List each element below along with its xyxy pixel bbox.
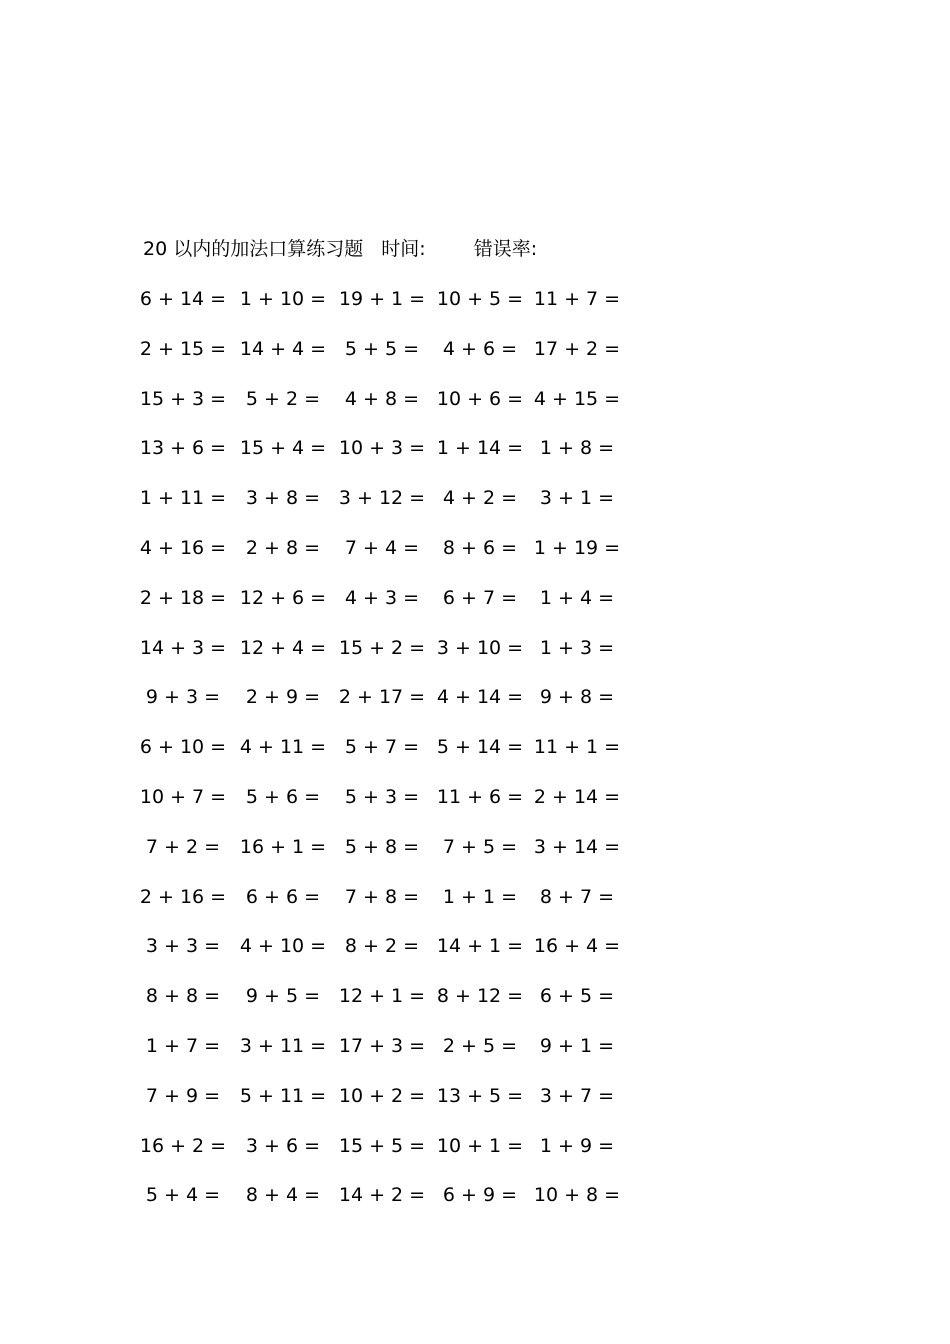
addition-problem: 5 + 3 = [344, 786, 420, 808]
problem-row [0, 782, 950, 812]
addition-problem: 3 + 10 = [436, 636, 524, 659]
addition-problem: 1 + 3 = [539, 636, 615, 659]
addition-problem: 9 + 3 = [145, 686, 221, 709]
problem-row [0, 1180, 950, 1210]
addition-problem: 1 + 7 = [145, 1035, 221, 1057]
problem-row [0, 732, 950, 762]
addition-problem: 3 + 7 = [539, 1084, 615, 1107]
addition-problem: 8 + 12 = [436, 985, 524, 1008]
addition-problem: 14 + 2 = [338, 1184, 426, 1207]
addition-problem: 3 + 1 = [539, 487, 615, 510]
addition-problem: 16 + 4 = [533, 935, 621, 958]
addition-problem: 12 + 4 = [239, 636, 327, 659]
addition-problem: 13 + 6 = [139, 437, 227, 460]
addition-problem: 4 + 2 = [442, 487, 518, 510]
addition-problem: 3 + 12 = [338, 487, 426, 510]
addition-problem: 5 + 8 = [344, 835, 420, 858]
addition-problem: 19 + 1 = [338, 288, 426, 310]
addition-problem: 12 + 1 = [338, 985, 426, 1008]
addition-problem: 8 + 6 = [442, 537, 518, 559]
addition-problem: 6 + 10 = [139, 736, 227, 759]
addition-problem: 11 + 1 = [533, 736, 621, 759]
addition-problem: 15 + 2 = [338, 636, 426, 659]
addition-problem: 1 + 1 = [442, 885, 518, 908]
addition-problem: 3 + 8 = [245, 487, 321, 510]
addition-problem: 2 + 5 = [442, 1035, 518, 1057]
addition-problem: 12 + 6 = [239, 586, 327, 609]
addition-problem: 2 + 16 = [139, 885, 227, 908]
addition-problem: 13 + 5 = [436, 1084, 524, 1107]
addition-problem: 7 + 9 = [145, 1084, 221, 1107]
addition-problem: 7 + 8 = [344, 885, 420, 908]
problem-row [0, 882, 950, 912]
addition-problem: 2 + 18 = [139, 586, 227, 609]
addition-problem: 3 + 14 = [533, 835, 621, 858]
addition-problem: 4 + 15 = [533, 387, 621, 410]
addition-problem: 10 + 1 = [436, 1134, 524, 1157]
addition-problem: 1 + 9 = [539, 1134, 615, 1157]
addition-problem: 6 + 9 = [442, 1184, 518, 1207]
addition-problem: 4 + 10 = [239, 935, 327, 958]
addition-problem: 9 + 5 = [245, 985, 321, 1008]
addition-problem: 10 + 2 = [338, 1084, 426, 1107]
addition-problem: 9 + 8 = [539, 686, 615, 709]
addition-problem: 14 + 3 = [139, 636, 227, 659]
error-rate-label: 错误率: [473, 238, 538, 260]
addition-problem: 2 + 9 = [245, 686, 321, 709]
problem-row [0, 433, 950, 463]
addition-problem: 2 + 14 = [533, 786, 621, 808]
addition-problem: 1 + 19 = [533, 537, 621, 559]
problem-row [0, 284, 950, 314]
problem-row [0, 1081, 950, 1111]
problem-row [0, 483, 950, 513]
problem-row [0, 633, 950, 663]
addition-problem: 2 + 15 = [139, 337, 227, 360]
addition-problem: 5 + 11 = [239, 1084, 327, 1107]
addition-problem: 5 + 6 = [245, 786, 321, 808]
addition-problem: 17 + 3 = [338, 1035, 426, 1057]
addition-problem: 11 + 6 = [436, 786, 524, 808]
addition-problem: 5 + 14 = [436, 736, 524, 759]
addition-problem: 6 + 14 = [139, 288, 227, 310]
addition-problem: 10 + 5 = [436, 288, 524, 310]
addition-problem: 6 + 5 = [539, 985, 615, 1008]
addition-problem: 8 + 7 = [539, 885, 615, 908]
addition-problem: 5 + 2 = [245, 387, 321, 410]
addition-problem: 6 + 7 = [442, 586, 518, 609]
addition-problem: 2 + 8 = [245, 537, 321, 559]
addition-problem: 3 + 11 = [239, 1035, 327, 1057]
addition-problem: 16 + 2 = [139, 1134, 227, 1157]
addition-problem: 5 + 4 = [145, 1184, 221, 1207]
addition-problem: 8 + 2 = [344, 935, 420, 958]
addition-problem: 4 + 14 = [436, 686, 524, 709]
problem-row [0, 384, 950, 414]
addition-problem: 7 + 5 = [442, 835, 518, 858]
addition-problem: 15 + 5 = [338, 1134, 426, 1157]
addition-problem: 7 + 2 = [145, 835, 221, 858]
addition-problem: 4 + 16 = [139, 537, 227, 559]
addition-problem: 4 + 8 = [344, 387, 420, 410]
problem-row [0, 682, 950, 712]
addition-problem: 4 + 11 = [239, 736, 327, 759]
addition-problem: 16 + 1 = [239, 835, 327, 858]
addition-problem: 5 + 7 = [344, 736, 420, 759]
addition-problem: 1 + 4 = [539, 586, 615, 609]
problem-row [0, 533, 950, 563]
addition-problem: 1 + 11 = [139, 487, 227, 510]
addition-problem: 4 + 6 = [442, 337, 518, 360]
addition-problem: 14 + 1 = [436, 935, 524, 958]
problem-row [0, 583, 950, 613]
addition-problem: 17 + 2 = [533, 337, 621, 360]
addition-problem: 10 + 3 = [338, 437, 426, 460]
problem-row [0, 931, 950, 961]
addition-problem: 2 + 17 = [338, 686, 426, 709]
addition-problem: 1 + 8 = [539, 437, 615, 460]
addition-problem: 3 + 6 = [245, 1134, 321, 1157]
addition-problem: 7 + 4 = [344, 537, 420, 559]
addition-problem: 10 + 8 = [533, 1184, 621, 1207]
addition-problem: 3 + 3 = [145, 935, 221, 958]
addition-problem: 1 + 14 = [436, 437, 524, 460]
addition-problem: 8 + 4 = [245, 1184, 321, 1207]
addition-problem: 15 + 4 = [239, 437, 327, 460]
problem-row [0, 334, 950, 364]
addition-problem: 15 + 3 = [139, 387, 227, 410]
problem-row [0, 981, 950, 1011]
addition-problem: 6 + 6 = [245, 885, 321, 908]
addition-problem: 8 + 8 = [145, 985, 221, 1008]
time-label: 时间: [381, 238, 426, 260]
problem-row [0, 1031, 950, 1061]
addition-problem: 9 + 1 = [539, 1035, 615, 1057]
problem-row [0, 832, 950, 862]
addition-problem: 14 + 4 = [239, 337, 327, 360]
addition-problem: 10 + 7 = [139, 786, 227, 808]
addition-problem: 11 + 7 = [533, 288, 621, 310]
addition-problem: 1 + 10 = [239, 288, 327, 310]
addition-problem: 4 + 3 = [344, 586, 420, 609]
addition-problem: 10 + 6 = [436, 387, 524, 410]
addition-problem: 5 + 5 = [344, 337, 420, 360]
worksheet-title: 20 以内的加法口算练习题 [143, 238, 364, 260]
problem-row [0, 1131, 950, 1161]
